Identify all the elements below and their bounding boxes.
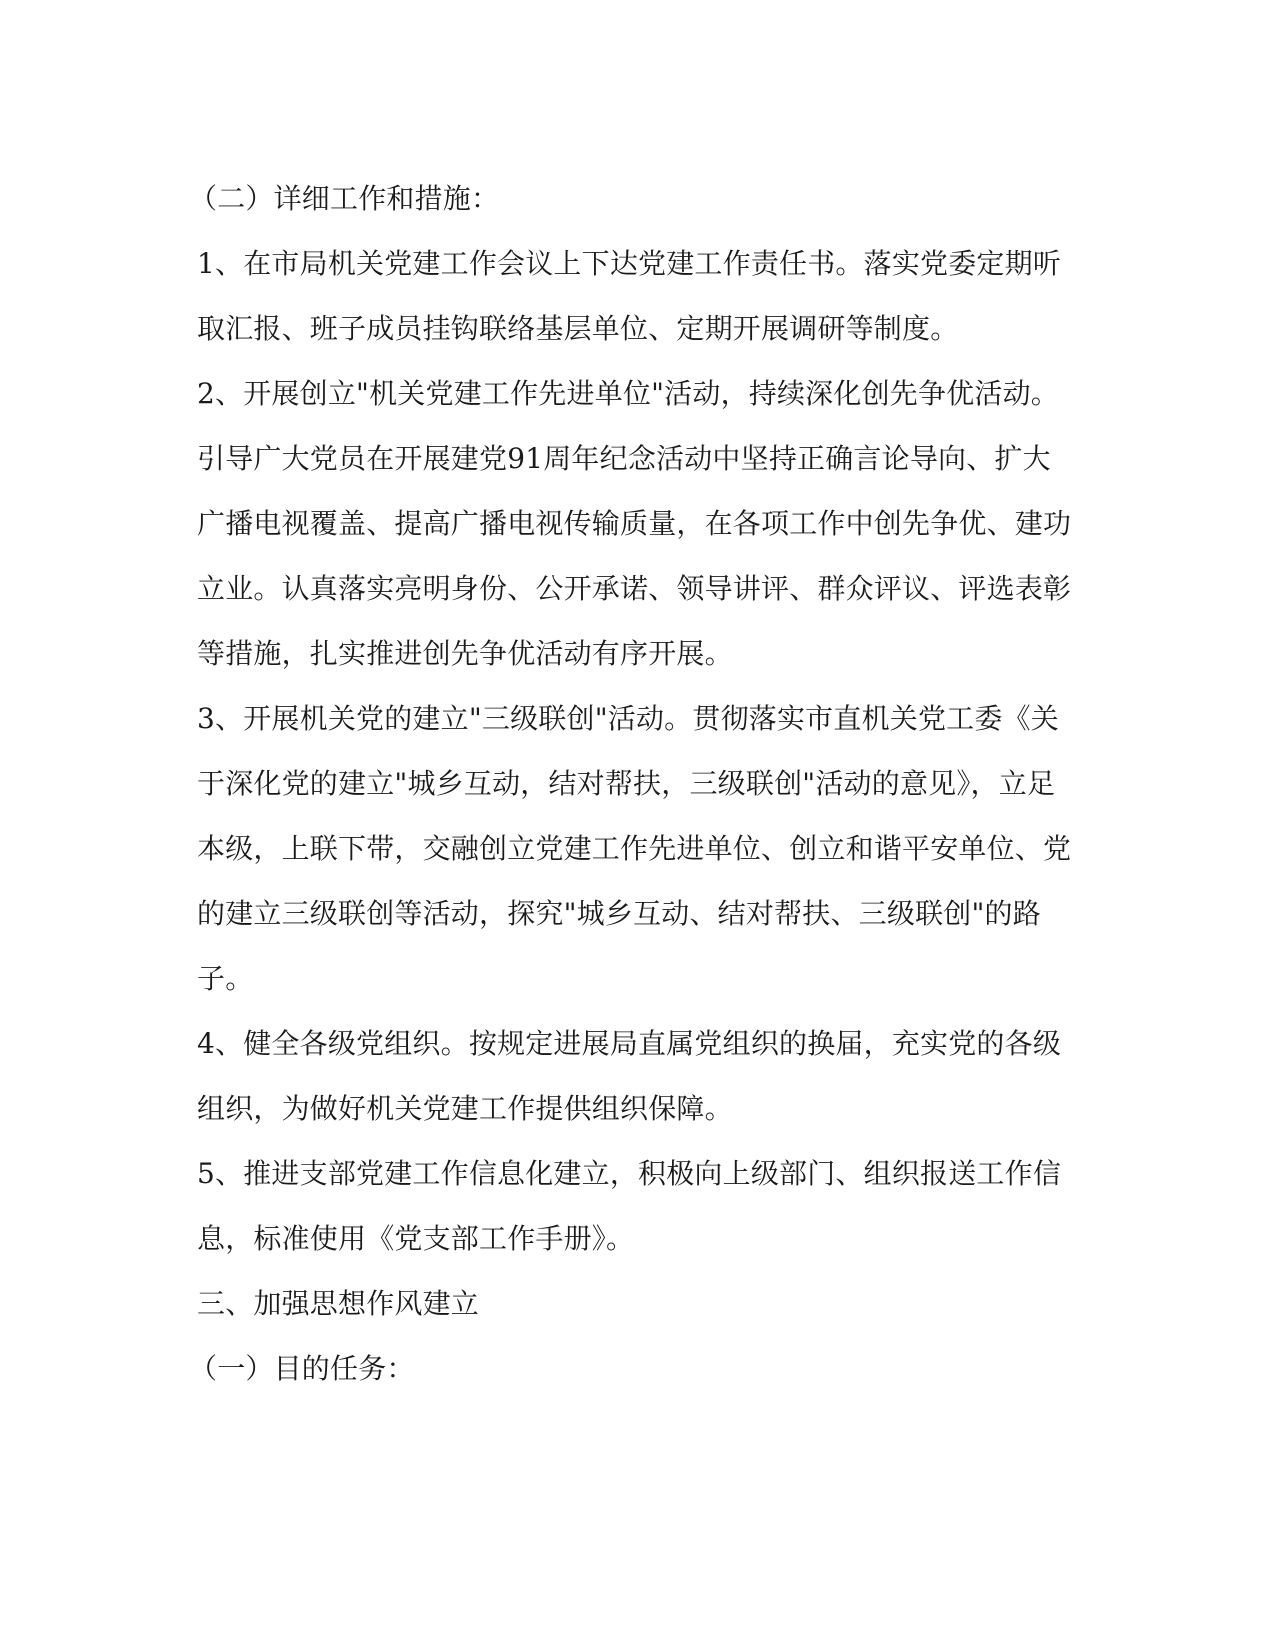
paragraph-item-1: 1、在市局机关党建工作会议上下达党建工作责任书。落实党委定期听取汇报、班子成员挂钩联络基层单位、定期开展调研等制度。 — [197, 247, 1062, 345]
paragraph-item-3: 3、开展机关党的建立"三级联创"活动。贯彻落实市直机关党工委《关于深化党的建立"城乡互动，结对帮扶，三级联创"活动的意见》，立足本级，上联下带，交融创立党建工作先进单位、创立和谐平安单位、党的建立三级联创等活动，探究"城乡互动、结对帮扶、三级联创"的路子。 — [197, 702, 1072, 995]
paragraph-item-5: 5、推进支部党建工作信息化建立，积极向上级部门、组织报送工作信息，标准使用《党支部工作手册》。 — [197, 1157, 1062, 1255]
paragraph-item-4: 4、健全各级党组织。按规定进展局直属党组织的换届，充实党的各级组织，为做好机关党建工作提供组织保障。 — [197, 1027, 1062, 1125]
section-heading-3: 三、加强思想作风建立 — [197, 1287, 480, 1320]
document-body — [189, 166, 1077, 1401]
paragraph-item-2: 2、开展创立"机关党建工作先进单位"活动，持续深化创先争优活动。引导广大党员在开展建党91周年纪念活动中坚持正确言论导向、扩大广播电视覆盖、提高广播电视传输质量，在各项工作中创先争优、建功立业。认真落实亮明身份、公开承诺、领导讲评、群众评议、评选表彰等措施，扎实推进创先争优活动有序开展。 — [197, 377, 1072, 670]
subheading-measures: （二）详细工作和措施： — [189, 182, 500, 215]
subheading-goals: （一）目的任务： — [189, 1352, 415, 1385]
